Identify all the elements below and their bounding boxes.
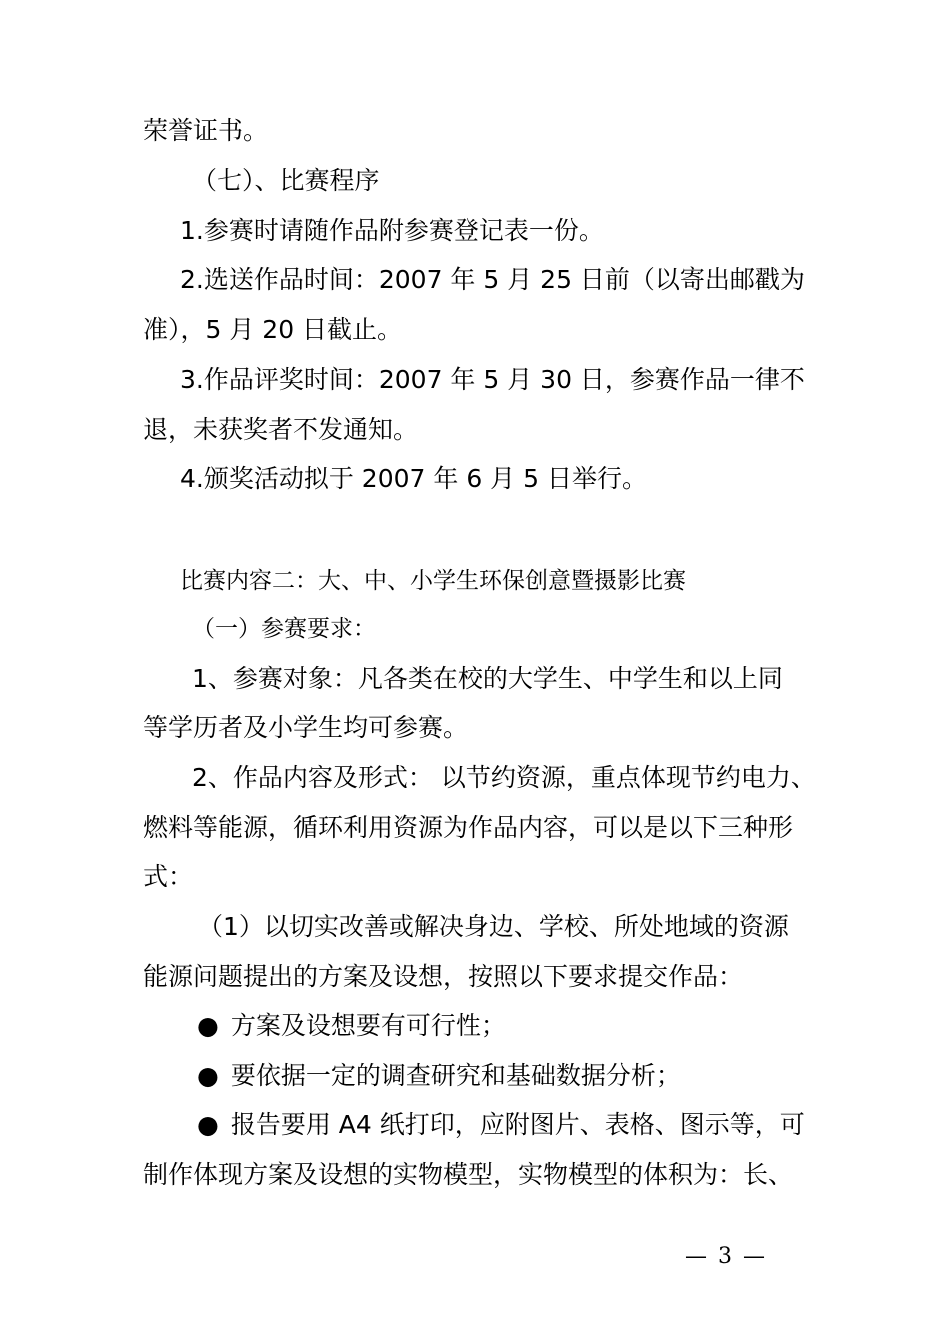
paragraph-line: 制作体现方案及设想的实物模型，实物模型的体积为：长、 <box>143 1160 794 1189</box>
section-heading: （一）参赛要求： <box>192 616 376 642</box>
paragraph-line: 退，未获奖者不发通知。 <box>143 415 419 444</box>
paragraph-line: 3.作品评奖时间：2007 年 5 月 30 日，参赛作品一律不 <box>180 365 805 394</box>
paragraph-line: 燃料等能源，循环利用资源为作品内容，可以是以下三种形 <box>143 813 794 842</box>
paragraph-line: 等学历者及小学生均可参赛。 <box>143 713 469 742</box>
paragraph-line: 2、作品内容及形式： 以节约资源，重点体现节约电力、 <box>192 763 816 792</box>
paragraph-line: 式： <box>143 862 194 891</box>
bullet-icon: ● <box>197 1110 219 1139</box>
page-number: — 3 — <box>685 1244 767 1269</box>
paragraph-line: 能源问题提出的方案及设想，按照以下要求提交作品： <box>143 962 744 991</box>
paragraph-line: 1、参赛对象：凡各类在校的大学生、中学生和以上同 <box>192 664 783 693</box>
bullet-text: 方案及设想要有可行性； <box>230 1011 506 1040</box>
paragraph-line: 2.选送作品时间：2007 年 5 月 25 日前（以寄出邮戳为 <box>180 265 805 294</box>
paragraph-line: 4.颁奖活动拟于 2007 年 6 月 5 日举行。 <box>180 464 647 493</box>
bullet-item <box>197 1061 681 1091</box>
bullet-item <box>197 1011 506 1041</box>
section-heading: 比赛内容二：大、中、小学生环保创意暨摄影比赛 <box>180 568 686 594</box>
bullet-text: 报告要用 A4 纸打印，应附图片、表格、图示等，可 <box>230 1110 805 1139</box>
bullet-icon: ● <box>197 1011 219 1040</box>
paragraph-line: 荣誉证书。 <box>143 116 269 145</box>
bullet-text: 要依据一定的调查研究和基础数据分析； <box>230 1061 681 1090</box>
bullet-item <box>197 1110 805 1140</box>
paragraph-line: （1）以切实改善或解决身边、学校、所处地域的资源 <box>198 912 789 941</box>
section-heading: （七）、比赛程序 <box>192 166 380 195</box>
bullet-icon: ● <box>197 1061 219 1090</box>
paragraph-line: 1.参赛时请随作品附参赛登记表一份。 <box>180 216 604 245</box>
paragraph-line: 准），5 月 20 日截止。 <box>143 315 403 344</box>
